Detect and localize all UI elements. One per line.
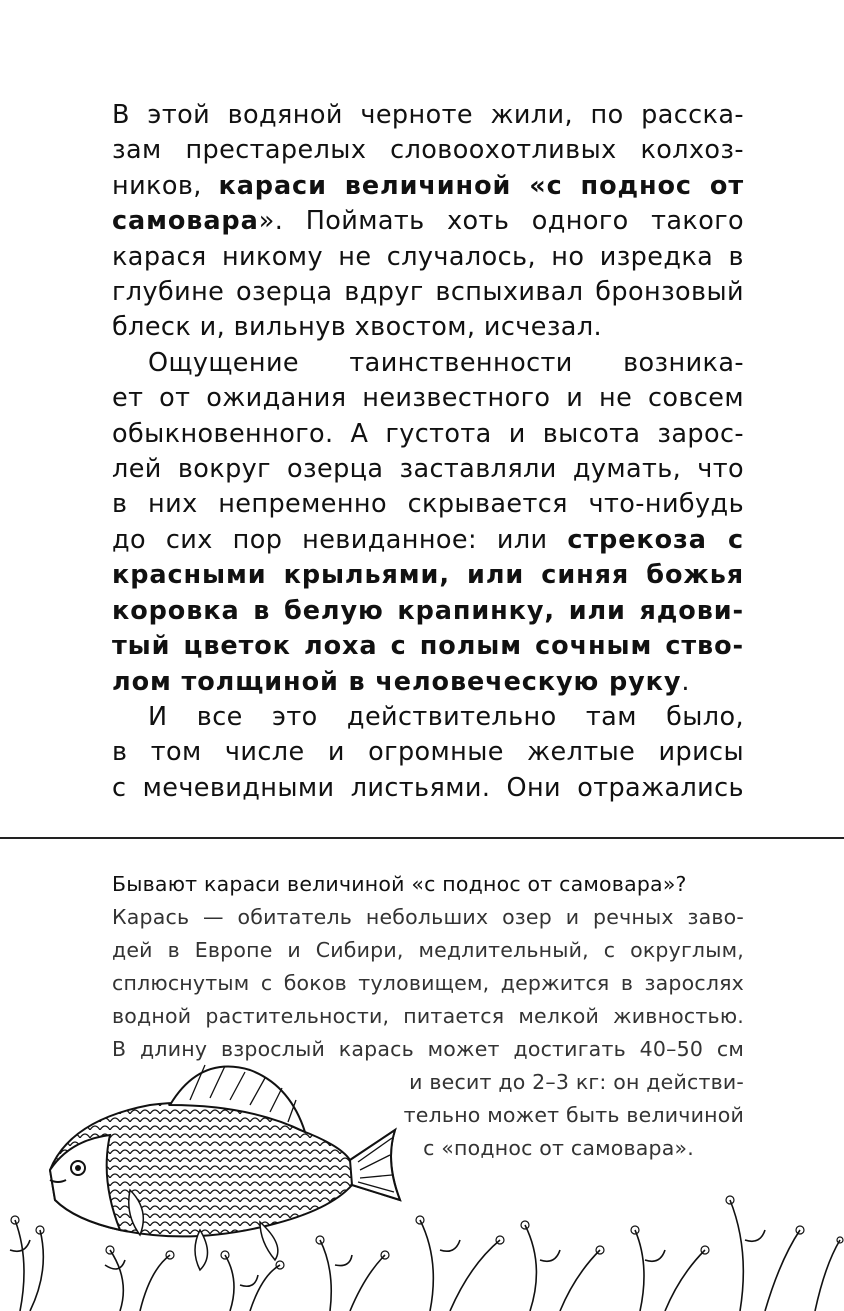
sidebar-line: с «поднос от самовара». <box>423 1136 694 1160</box>
text-line: В этой водяной черноте жили, по расска- <box>112 100 744 130</box>
section-divider <box>0 837 844 839</box>
text-line: в них непременно скрывается что-нибудь <box>112 489 744 520</box>
text-line: И все это действительно там было, <box>148 701 744 732</box>
text-line <box>112 558 744 593</box>
bold-phrase: самовара <box>112 206 259 237</box>
text-line <box>112 629 744 664</box>
text-line: обыкновенного. А густота и высота зарос- <box>112 418 744 449</box>
sidebar-line: водной растительности, питается мелкой живностью. <box>112 1004 744 1028</box>
paragraph-1 <box>112 98 744 346</box>
bold-phrase: караси величиной «с поднос от <box>218 170 745 201</box>
fish-illustration <box>0 1050 844 1311</box>
paragraph-3 <box>112 700 744 806</box>
bold-phrase: коровка в белую крапинку, или ядови- <box>112 595 744 626</box>
paragraph-2 <box>112 346 744 700</box>
fish-figure <box>50 1065 400 1270</box>
text-line: в том числе и огромные желтые ирисы <box>112 737 744 768</box>
sidebar-line: дей в Европе и Сибири, медлительный, с округлым, <box>112 938 744 962</box>
sidebar-question: Бывают караси величиной «с поднос от самовара»? <box>112 872 687 896</box>
text-line <box>112 523 744 558</box>
text-line <box>112 204 744 239</box>
sidebar-line: тельно может быть величиной <box>403 1103 744 1127</box>
text-line: карася никому не случалось, но изредка в <box>112 241 744 272</box>
text-fragment: ». Поймать хоть одного такого <box>258 206 744 237</box>
text-line: блеск и, вильнув хвостом, исчезал. <box>112 312 603 343</box>
bold-phrase: тый цветок лоха с полым сочным ство- <box>112 631 744 662</box>
text-line: лей вокруг озерца заставляли думать, что <box>112 454 744 485</box>
text-fragment: . <box>681 666 690 697</box>
text-fragment: ников, <box>112 170 219 201</box>
text-line: глубине озерца вдруг вспыхивал бронзовый <box>112 277 744 308</box>
text-line: ет от ожидания неизвестного и не совсем <box>112 383 744 414</box>
sidebar-line: В длину взрослый карась может достигать 40–50 см <box>112 1037 744 1061</box>
sidebar-line: сплюснутым с боков туловищем, держится в зарослях <box>112 971 744 995</box>
text-line: Ощущение таинственности возника- <box>148 347 744 378</box>
text-line: зам престарелых словоохотливых колхоз- <box>112 135 744 166</box>
main-text <box>112 98 744 806</box>
sidebar-line: Карась — обитатель небольших озер и речных заво- <box>112 905 744 929</box>
sidebar-line: и весит до 2–3 кг: он действи- <box>409 1070 744 1094</box>
text-line: с мечевидными листьями. Они отражались <box>112 772 744 803</box>
text-line <box>112 169 744 204</box>
bold-phrase: красными крыльями, или синяя божья <box>112 560 744 591</box>
text-fragment: до сих пор невиданное: или <box>112 524 568 555</box>
bold-phrase: стрекоза с <box>567 524 744 555</box>
text-line <box>112 665 744 700</box>
text-line <box>112 594 744 629</box>
bold-phrase: лом толщиной в человеческую руку <box>112 666 682 697</box>
